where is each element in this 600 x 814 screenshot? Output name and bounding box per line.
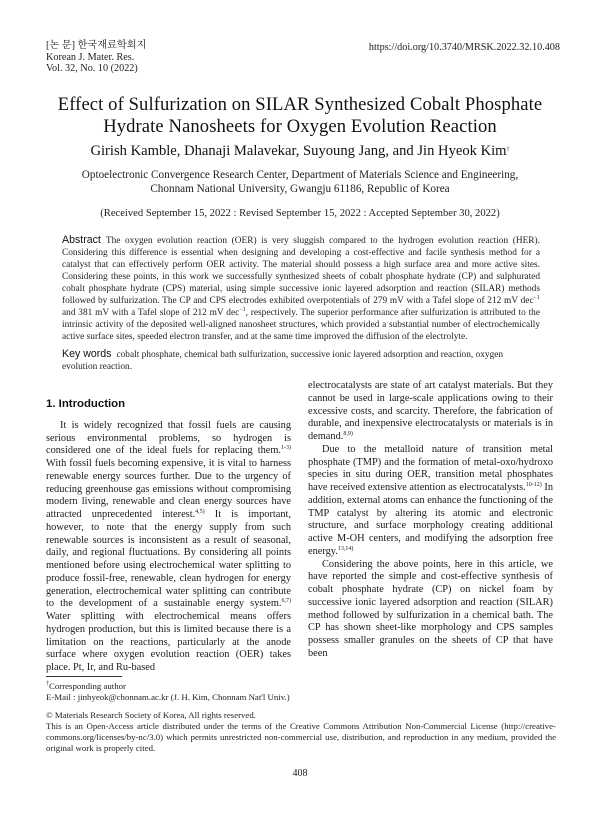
intro-paragraph-1-continued <box>308 380 553 444</box>
footnote-block <box>46 681 556 754</box>
affiliation-line-2: Chonnam National University, Gwangju 61186, Republic of Korea <box>150 183 450 195</box>
intro-text-2b: In addition, external atoms can enhance the functioning of the TMP catalyst by altering its atomic and electronic structure, and surface morphology creating additional active M-OH centers, and modifying the adsorption free energy. <box>308 482 554 557</box>
abstract-superscript-2: −1 <box>239 307 246 313</box>
corresponding-author-mark: † <box>506 147 510 153</box>
doi-link[interactable]: https://doi.org/10.3740/MRSK.2022.32.10.408 <box>368 42 560 53</box>
title-line-1: Effect of Sulfurization on SILAR Synthesized Cobalt Phosphate <box>57 94 543 115</box>
citation-4-5: 4,5) <box>195 509 205 515</box>
abstract-superscript-1: −1 <box>533 295 540 301</box>
citation-6-7: 6,7) <box>281 598 291 605</box>
abstract-text-part-2: and 381 mV with a Tafel slope of 212 mV dec <box>62 308 240 318</box>
intro-text-2a: Due to the metalloid nature of transition metal phosphate (TMP) and the formation of metal-oxo/hydroxo species in situ during OER, transition metal phosphates have received extensive attention as electrocatalysts. <box>308 443 553 493</box>
section-heading-introduction: 1. Introduction <box>46 398 126 410</box>
citation-8-9: 8,9) <box>343 431 353 437</box>
citation-1-3: 1-3) <box>281 445 291 452</box>
keywords-label: Key words <box>62 348 112 360</box>
intro-text-1d: Water splitting with electrochemical means offers hydrogen production, but this is limited because there is a limitation on the reactions, particularly at the anode surface where oxygen evolution reaction (OER) takes place. Pt, Ir, and Ru-based <box>46 611 291 673</box>
intro-text-1b: With fossil fuels becoming expensive, it is vital to harness renewable energy sources further. Due to the urgency of reducing greenhouse gas emissions without compromising modern living, renewable and clean energy sources have attracted unprecedented interest. <box>46 458 291 520</box>
page-number: 408 <box>292 768 308 779</box>
abstract-text-part-1: The oxygen evolution reaction (OER) is very sluggish compared to the hydrogen evolution reaction (HER). Considering this difference is essential when designing and developing a cost-effective and facile synthesis method for a catalyst that can effectively perform OER activity. The material should possess a high surface area and more active sites. Considering these points, in this work we successfully synthesized sheets of cobalt phosphate hydrate (CP) and sulphurated cobalt phosphate hydrate (CPS) material, using simple successive ionic layered adsorption and reaction (SILAR) methods followed by sulfurization. The CP and CPS electrodes exhibited overpotentials of 279 mV with a Tafel slope of 212 mV dec <box>62 236 540 306</box>
title-line-2: Hydrate Nanosheets for Oxygen Evolution Reaction <box>103 116 497 137</box>
citation-13-14: 13,14) <box>337 545 354 552</box>
received-dates: (Received September 15, 2022 : Revised September 15, 2022 : Accepted September 30, 2022) <box>100 208 500 219</box>
footnote-dagger: † <box>46 681 49 687</box>
author-names: Girish Kamble, Dhanaji Malavekar, Suyoung Jang, and Jin Hyeok Kim <box>90 143 507 159</box>
citation-10-12: 10-12) <box>525 482 542 488</box>
corresponding-author-note <box>46 681 556 692</box>
footnote-divider <box>46 676 122 677</box>
intro-paragraph-1 <box>46 420 291 675</box>
journal-name-english: Korean J. Mater. Res. <box>46 51 135 63</box>
paper-title <box>30 94 570 138</box>
intro-paragraph-3: Considering the above points, here in this article, we have reported the simple and cost-effective synthesis of cobalt phosphate hydrate (CP) on nickel foam by successive ionic layered adsorption and reaction (SILAR) method followed by sulfurization in a chemical bath. The CP has shown sheet-like morphology and CPS samples possess smaller granules on the sheets of CP that have been <box>308 558 553 659</box>
body-column-left <box>46 380 291 675</box>
journal-name-korean: [논 문] 한국재료학회지 <box>46 40 147 51</box>
license-notice: This is an Open-Access article distributed under the terms of the Creative Commons Attribution Non-Commercial License (http://creative-commons.org/licenses/by-nc/3.0) which permits unrestricted non-commercial use, distribution, and reproduction in any medium, provided the original work is properly cited. <box>46 721 556 753</box>
keywords-text: cobalt phosphate, chemical bath sulfurization, successive ionic layered adsorption and reaction, oxygen evolution reaction. <box>62 350 504 372</box>
body-column-right <box>308 380 553 661</box>
abstract-block <box>62 234 540 343</box>
corresponding-email: E-Mail : jinhyeok@chonnam.ac.kr (J. H. Kim, Chonnam Nat'l Univ.) <box>46 692 290 702</box>
abstract-label: Abstract <box>62 234 101 246</box>
intro-paragraph-2 <box>308 444 553 559</box>
intro-text-1c: It is important, however, to note that the energy supply from such renewable sources is inconsistent as a result of seasonal, daily, and regional fluctuations. By considering all points mentioned before using electrochemical water splitting to produce fossil-free, renewable, clean hydrogen for energy generation, electrochemical water splitting can contribute to the development of a sustainable energy system. <box>46 509 291 610</box>
affiliation-line-1: Optoelectronic Convergence Research Center, Department of Materials Science and Engineering, <box>81 169 519 181</box>
journal-header <box>46 40 146 75</box>
corresponding-author-label: Corresponding author <box>49 681 126 691</box>
intro-text-1e: electrocatalysts are state of art catalyst materials. But they cannot be used in large-scale applications owing to their excessive costs, and scarcity. Therefore, the fabrication of durable, and inexpensive electrocatalysts or materials is in demand. <box>308 380 553 442</box>
keywords-block <box>62 348 540 373</box>
journal-volume: Vol. 32, No. 10 (2022) <box>46 63 138 75</box>
intro-text-1a: It is widely recognized that fossil fuels are causing serious environmental problems, so hydrogen is considered one of the ideal fuels for replacing them. <box>46 419 291 457</box>
author-list <box>30 143 570 160</box>
copyright-notice: © Materials Research Society of Korea, All rights reserved. <box>46 710 256 720</box>
affiliation <box>30 168 570 196</box>
abstract-text-part-3: , respectively. The superior performance after sulfurization is attributed to the intrinsic activity of the deposited well-aligned nanosheet structures, which provided a substantial number of electrochemically active surface sites, speeded electron transfer, and at the same time improved the diffusion of the electrolyte. <box>62 308 540 342</box>
